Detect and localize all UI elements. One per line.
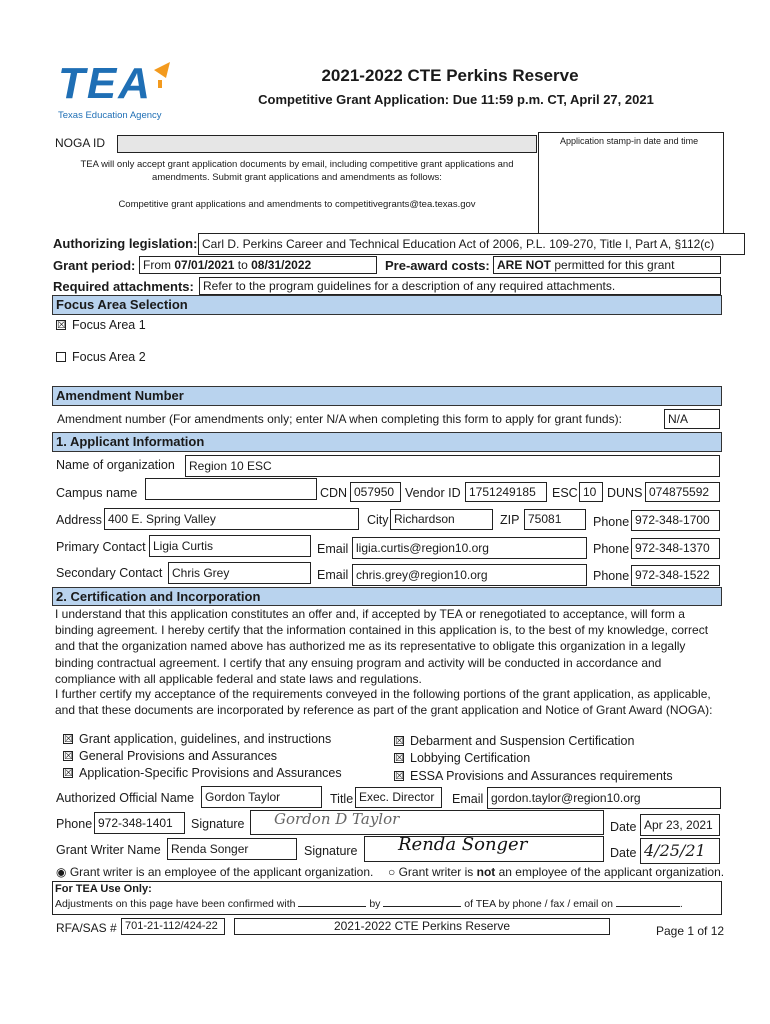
campus-label: Campus name: [56, 486, 138, 500]
footer-program: 2021-2022 CTE Perkins Reserve: [234, 918, 610, 935]
official-name-input[interactable]: Gordon Taylor: [201, 786, 322, 808]
address-label: Address: [56, 513, 102, 527]
rfa-label: RFA/SAS #: [56, 921, 117, 935]
phone-input[interactable]: 972-348-1700: [631, 510, 720, 531]
primary-email-label: Email: [317, 542, 349, 556]
preaward-value: [493, 256, 721, 274]
page-number: Page 1 of 12: [656, 924, 725, 938]
cert-item-3-label: Application-Specific Provisions and Assurances: [79, 766, 342, 780]
certification-header: 2. Certification and Incorporation: [52, 587, 722, 606]
radio-not-employee[interactable]: [388, 865, 724, 879]
secondary-contact-input[interactable]: Chris Grey: [168, 562, 311, 584]
vendor-input[interactable]: 1751249185: [465, 482, 547, 502]
attachments-value: Refer to the program guidelines for a description of any required attachments.: [199, 277, 721, 295]
official-email-label: Email: [452, 792, 484, 806]
writer-signature: Renda Songer: [398, 836, 528, 855]
cert-item-6-checkbox[interactable]: ☒: [395, 771, 404, 782]
preaward-rest: permitted for this grant: [554, 258, 675, 272]
zip-input[interactable]: 75081: [524, 509, 586, 530]
cdn-input[interactable]: 057950: [350, 482, 401, 502]
attachments-label: Required attachments:: [53, 279, 194, 294]
secondary-email-input[interactable]: chris.grey@region10.org: [352, 564, 587, 586]
noga-label: NOGA ID: [55, 136, 106, 150]
official-phone-label: Phone: [56, 817, 93, 831]
phone-label: Phone: [593, 515, 630, 529]
esc-input[interactable]: 10: [579, 482, 603, 502]
preaward-label: Pre-award costs:: [385, 258, 490, 273]
secondary-email-label: Email: [317, 568, 349, 582]
tea-use-text-b: of TEA by phone / fax / email on: [464, 898, 613, 910]
radio-employee-selected-icon: ◉: [56, 865, 67, 879]
radio-not-bold: not: [476, 865, 496, 879]
focus-area-header: Focus Area Selection: [52, 295, 722, 315]
logo-subtitle: Texas Education Agency: [58, 110, 162, 121]
noga-instructions: TEA will only accept grant application documents by email, including competitive grant applications and amendments. Submit grant applications and amendments as follows:: [80, 159, 514, 183]
grant-period-label: Grant period:: [53, 258, 136, 273]
cert-item-3-checkbox[interactable]: ☒: [64, 768, 73, 779]
legislation-value: Carl D. Perkins Career and Technical Education Act of 2006, P.L. 109-270, Title I, Part A, §112(c): [198, 233, 745, 255]
radio-not-prefix: Grant writer is: [398, 865, 474, 879]
cert-item-5-label: Lobbying Certification: [410, 751, 531, 765]
cert-item-2-checkbox[interactable]: ☒: [64, 751, 73, 762]
writer-name-input[interactable]: Renda Songer: [167, 838, 297, 860]
writer-signature-box[interactable]: [364, 836, 604, 862]
writer-date-label: Date: [610, 846, 637, 860]
focus-area-2-checkbox[interactable]: [56, 352, 66, 362]
focus-area-1-label: Focus Area 1: [72, 318, 146, 332]
tea-use-text-a: Adjustments on this page have been confirmed with: [55, 898, 296, 910]
logo-text: TEA: [58, 59, 152, 108]
org-input[interactable]: Region 10 ESC: [185, 455, 720, 477]
official-title-input[interactable]: Exec. Director: [355, 787, 442, 808]
official-title-label: Title: [330, 792, 354, 806]
official-date-label: Date: [610, 820, 637, 834]
grant-period-from: 07/01/2021: [174, 258, 235, 272]
official-phone-input[interactable]: 972-348-1401: [94, 812, 185, 834]
radio-employee[interactable]: [56, 865, 373, 879]
amendment-input[interactable]: N/A: [664, 409, 720, 429]
city-input[interactable]: Richardson: [390, 509, 493, 530]
primary-phone-input[interactable]: 972-348-1370: [631, 538, 720, 559]
cert-item-2-label: General Provisions and Assurances: [79, 749, 278, 763]
official-name-label: Authorized Official Name: [56, 791, 195, 805]
cert-item-1-label: Grant application, guidelines, and instructions: [79, 732, 332, 746]
duns-label: DUNS: [607, 486, 643, 500]
writer-name-label: Grant Writer Name: [56, 843, 161, 857]
official-signature: Gordon D Taylor: [274, 810, 400, 828]
cert-item-6-label: ESSA Provisions and Assurances requirements: [410, 769, 673, 783]
writer-signature-label: Signature: [304, 844, 358, 858]
grant-period-to: 08/31/2022: [251, 258, 312, 272]
focus-area-2-label: Focus Area 2: [72, 350, 146, 364]
grant-period-prefix: From: [143, 258, 171, 272]
preaward-bold: ARE NOT: [497, 258, 551, 272]
cert-item-5-checkbox[interactable]: ☒: [395, 753, 404, 764]
official-signature-box[interactable]: [250, 810, 604, 835]
stamp-label: Application stamp-in date and time: [560, 136, 699, 146]
grant-period-to-word: to: [237, 258, 248, 272]
writer-date-input[interactable]: 4/25/21: [640, 838, 720, 864]
cert-item-4-checkbox[interactable]: ☒: [395, 736, 404, 747]
tea-use-text-by: by: [369, 898, 381, 910]
applicant-header: 1. Applicant Information: [52, 432, 722, 452]
cert-item-1-checkbox[interactable]: ☒: [64, 734, 73, 745]
secondary-phone-input[interactable]: 972-348-1522: [631, 565, 720, 586]
secondary-phone-label: Phone: [593, 569, 630, 583]
secondary-contact-label: Secondary Contact: [56, 566, 163, 580]
grant-period-value: [139, 256, 377, 274]
legislation-label: Authorizing legislation:: [53, 236, 198, 251]
official-date-input[interactable]: Apr 23, 2021: [640, 814, 720, 836]
vendor-label: Vendor ID: [405, 486, 461, 500]
primary-contact-label: Primary Contact: [56, 540, 146, 554]
amendment-text: Amendment number (For amendments only; enter N/A when completing this form to apply for grant funds):: [57, 412, 622, 426]
zip-label: ZIP: [500, 513, 520, 527]
primary-email-input[interactable]: ligia.curtis@region10.org: [352, 537, 587, 559]
stamp-box[interactable]: [538, 132, 724, 233]
tea-use-text: Adjustments on this page have been confirmed with by of TEA by phone / fax / email on .: [55, 898, 683, 910]
primary-phone-label: Phone: [593, 542, 630, 556]
official-signature-label: Signature: [191, 817, 245, 831]
tea-use-title: For TEA Use Only:: [55, 883, 152, 895]
radio-not-suffix: an employee of the applicant organization.: [498, 865, 725, 879]
duns-input[interactable]: 074875592: [645, 482, 720, 502]
submit-line: Competitive grant applications and amendments to competitivegrants@tea.texas.gov: [118, 199, 476, 210]
page-title: 2021-2022 CTE Perkins Reserve: [321, 66, 579, 85]
org-label: Name of organization: [56, 458, 175, 472]
amendment-header: Amendment Number: [52, 386, 722, 406]
noga-input[interactable]: [117, 135, 537, 153]
rfa-value: 701-21-112/424-22: [121, 918, 225, 935]
address-input[interactable]: 400 E. Spring Valley: [104, 508, 359, 530]
tea-logo: [58, 60, 188, 126]
radio-employee-label: Grant writer is an employee of the applicant organization.: [69, 865, 374, 879]
page-subtitle: Competitive Grant Application: Due 11:59 p.m. CT, April 27, 2021: [258, 92, 654, 107]
certification-paragraph-2: I further certify my acceptance of the requirements conveyed in the following portions of the grant application, as applicable, and that these documents are incorporated by reference as part of the grant application and Notice of Grant Award (NOGA):: [55, 687, 713, 718]
cdn-label: CDN: [320, 486, 348, 500]
radio-not-employee-icon: ○: [388, 865, 396, 879]
focus-area-1-checkbox[interactable]: ☒: [57, 320, 66, 331]
official-email-input[interactable]: gordon.taylor@region10.org: [487, 787, 721, 809]
cert-item-4-label: Debarment and Suspension Certification: [410, 734, 635, 748]
certification-paragraph-1: I understand that this application constitutes an offer and, if accepted by TEA or renegotiated to acceptance, will form a binding agreement. I hereby certify that the information contained in this application is, to the best of my knowledge, correct and that the organization named above has authorized me as its representative to obligate this organization in a legally binding contractual agreement. I certify that any ensuing program and activity will be conducted in accordance and compliance with all applicable federal and state laws and regulations.: [55, 607, 709, 686]
primary-contact-input[interactable]: Ligia Curtis: [149, 535, 311, 557]
campus-input[interactable]: [145, 478, 317, 500]
esc-label: ESC: [552, 486, 578, 500]
city-label: City: [367, 513, 389, 527]
